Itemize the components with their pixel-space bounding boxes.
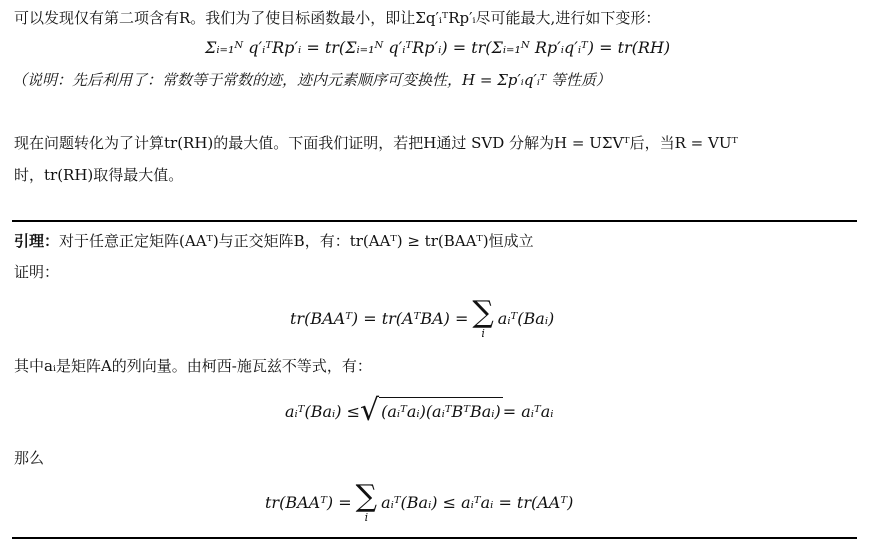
eq1-lhs: tr(BAAᵀ) = tr(AᵀBA) =: [290, 309, 469, 328]
summation-index-2: i: [364, 511, 369, 524]
summation-symbol: ∑: [472, 295, 494, 330]
lemma-label: 引理：: [14, 232, 60, 250]
equation-conclusion: [265, 479, 574, 524]
eq2-rhs: = aᵢᵀaᵢ: [502, 401, 554, 421]
explanation-note: （说明：先后利用了：常数等于常数的迹，迹内元素顺序可变换性，H = Σp′ᵢq′ᵢᵀ 等性质）: [12, 71, 611, 89]
lemma-bottom-rule: [12, 537, 857, 539]
proof-label: 证明：: [14, 263, 60, 281]
sqrt-radicand: (aᵢᵀaᵢ)(aᵢᵀBᵀBaᵢ): [379, 397, 503, 425]
equation-cauchy-schwarz: [285, 393, 554, 428]
paragraph-1-line: 可以发现仅有第二项含有R。我们为了使目标函数最小，即让Σq′ᵢᵀRp′ᵢ尽可能最大,进行如下变形：: [14, 9, 661, 27]
sqrt-icon: √: [359, 393, 380, 428]
lemma-statement: [14, 231, 534, 251]
equation-trace-transform: Σᵢ₌₁ᴺ q′ᵢᵀRp′ᵢ = tr(Σᵢ₌₁ᴺ q′ᵢᵀRp′ᵢ) = tr(Σᵢ₌₁ᴺ Rp′ᵢq′ᵢᵀ) = tr(RH): [205, 38, 671, 57]
equation-trace-sum: [290, 295, 555, 340]
eq3-rhs: aᵢᵀ(Baᵢ) ≤ aᵢᵀaᵢ = tr(AAᵀ): [381, 493, 574, 512]
lemma-top-rule: [12, 220, 857, 222]
lemma-text: 对于任意正定矩阵(AAᵀ)与正交矩阵B，有：tr(AAᵀ) ≥ tr(BAAᵀ)恒成立: [59, 232, 534, 250]
column-vector-line: 其中aᵢ是矩阵A的列向量。由柯西-施瓦兹不等式，有：: [14, 357, 372, 375]
eq3-lhs: tr(BAAᵀ) =: [265, 493, 352, 512]
paragraph-2-line-1: 现在问题转化为了计算tr(RH)的最大值。下面我们证明，若把H通过 SVD 分解为H = UΣVᵀ后，当R = VUᵀ: [14, 134, 738, 152]
summation-index: i: [481, 327, 485, 340]
eq2-lhs: aᵢᵀ(Baᵢ) ≤: [285, 401, 360, 421]
then-word: 那么: [14, 449, 45, 467]
paragraph-2-line-2: 时，tr(RH)取得最大值。: [14, 166, 184, 184]
summation-symbol-2: ∑: [355, 479, 378, 514]
eq1-rhs: aᵢᵀ(Baᵢ): [497, 309, 555, 328]
